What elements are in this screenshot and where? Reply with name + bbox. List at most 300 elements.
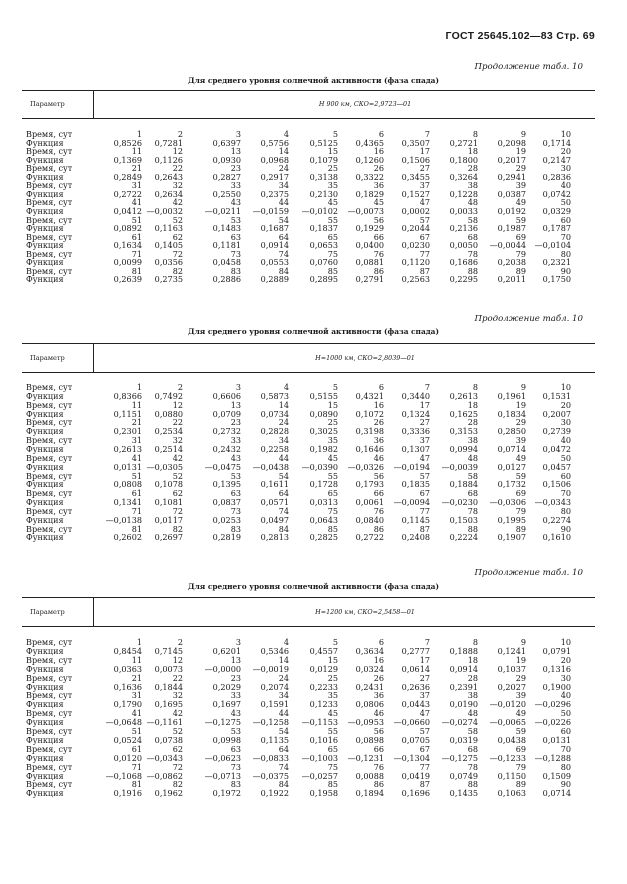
table-cell: 59: [515, 726, 526, 736]
table-cell: 77: [419, 505, 430, 516]
table-cell: 0,1958: [309, 788, 338, 799]
row-label: Функция: [26, 532, 64, 543]
table-cell: 0,1611: [260, 479, 289, 490]
table-cell: 54: [278, 470, 289, 481]
table-cell: —0,1275: [441, 752, 478, 763]
table-cell: 0,0734: [260, 408, 289, 419]
table-cell: 58: [467, 214, 478, 225]
table-cell: 0,2295: [449, 274, 478, 285]
table-cell: —0,1231: [347, 752, 384, 763]
table-cell: 89: [515, 265, 526, 276]
table-cell: 63: [230, 231, 241, 242]
table-cell: 5: [332, 637, 338, 647]
table-cell: 0,0443: [401, 699, 430, 710]
table-cell: 26: [373, 672, 384, 683]
table-cell: 87: [419, 523, 430, 534]
row-label: Функция: [26, 137, 64, 148]
row-label: Функция: [26, 663, 64, 674]
table-cell: 39: [515, 180, 526, 191]
table-cell: 27: [419, 417, 430, 428]
table-cell: 69: [515, 488, 526, 499]
table-cell: 0,1907: [497, 532, 526, 543]
row-label: Время, сут: [26, 761, 73, 772]
table-cell: 22: [172, 163, 183, 174]
table-cell: 0,2074: [260, 681, 289, 692]
table-cell: —0,0032: [146, 205, 183, 216]
table-cell: 0,2534: [154, 426, 183, 437]
page-header: ГОСТ 25645.102—83 Стр. 69: [445, 30, 595, 42]
table-cell: 44: [278, 708, 289, 719]
table-cell: 0,8526: [113, 137, 142, 148]
table-cell: 0,1395: [212, 479, 241, 490]
row-label: Время, сут: [26, 399, 73, 410]
table-cell: 23: [230, 417, 241, 428]
row-label: Время, сут: [26, 163, 73, 174]
table-cell: 13: [230, 146, 241, 157]
table-cell: 0,0458: [212, 257, 241, 268]
table-cell: 2: [177, 129, 183, 139]
table-cell: 80: [560, 761, 571, 772]
table-cell: 37: [419, 180, 430, 191]
table-cell: 0,0880: [154, 408, 183, 419]
table-cell: 27: [419, 672, 430, 683]
table-cell: 0,2850: [497, 426, 526, 437]
table-cell: 11: [131, 146, 142, 157]
table-cell: 0,2722: [113, 188, 142, 199]
row-label: Функция: [26, 188, 64, 199]
table-cell: 0,0714: [497, 443, 526, 454]
table-cell: —0,0375: [252, 770, 289, 781]
table-cell: 86: [373, 265, 384, 276]
row-label: Время, сут: [26, 248, 73, 259]
param-header: Параметр: [30, 100, 65, 108]
table-cell: 0,2643: [154, 171, 183, 182]
table-cell: —0,1161: [146, 717, 183, 728]
table-cell: 32: [172, 180, 183, 191]
param-header: Параметр: [30, 353, 65, 362]
table-header-rule: [22, 626, 595, 627]
table-cell: 0,0890: [309, 408, 338, 419]
table-cell: 0,6397: [212, 137, 241, 148]
table-cell: 55: [327, 726, 338, 736]
table-cell: 72: [172, 248, 183, 259]
table-cell: 0,1145: [401, 514, 430, 525]
table-cell: 15: [327, 399, 338, 410]
table-cell: 0,1900: [542, 681, 571, 692]
table-cell: 0,0073: [154, 663, 183, 674]
table-cell: 2: [177, 637, 183, 647]
table-cell: 55: [327, 470, 338, 481]
table-cell: 0,3138: [309, 171, 338, 182]
table-cell: 9: [520, 382, 526, 392]
table-cell: 71: [131, 505, 142, 516]
table-cell: 10: [560, 637, 571, 647]
table-cell: 29: [515, 417, 526, 428]
table-cell: 63: [230, 488, 241, 499]
table-cell: 10: [560, 129, 571, 139]
table-cell: —0,0623: [204, 752, 241, 763]
table-cell: —0,0343: [146, 752, 183, 763]
table-cell: 0,1961: [497, 390, 526, 401]
table-cell: 0,1790: [113, 699, 142, 710]
table-cell: 0,1844: [154, 681, 183, 692]
table-cell: 37: [419, 435, 430, 446]
table-cell: 47: [419, 197, 430, 208]
table-cell: 0,0131: [113, 461, 142, 472]
table-cell: 76: [373, 505, 384, 516]
table-cell: 0,0192: [497, 205, 526, 216]
table-cell: 0,2432: [212, 443, 241, 454]
table-cell: 50: [560, 708, 571, 719]
table-cell: 14: [278, 399, 289, 410]
table-cell: 0,0117: [154, 514, 183, 525]
table-cell: 0,3455: [401, 171, 430, 182]
table-cell: —0,0000: [204, 663, 241, 674]
table-cell: —0,1153: [301, 717, 338, 728]
row-label: Время, сут: [26, 435, 73, 446]
table-cell: 66: [373, 743, 384, 754]
table-cell: 0,6606: [212, 390, 241, 401]
table-cell: 58: [467, 726, 478, 736]
table-cell: 57: [419, 470, 430, 481]
table-cell: 15: [327, 654, 338, 665]
table-cell: 18: [467, 654, 478, 665]
table-cell: 19: [515, 399, 526, 410]
table-cell: 32: [172, 435, 183, 446]
table-cell: 75: [327, 761, 338, 772]
table-row: [0, 788, 627, 799]
table-cell: —0,0390: [301, 461, 338, 472]
table-cell: 62: [172, 743, 183, 754]
table-cell: 0,0033: [449, 205, 478, 216]
table-cell: 0,0840: [355, 514, 384, 525]
table-cell: 0,1695: [154, 699, 183, 710]
table-cell: 0,1316: [542, 663, 571, 674]
table-cell: 54: [278, 214, 289, 225]
row-label: Время, сут: [26, 452, 73, 463]
table-cell: 0,2825: [309, 532, 338, 543]
table-cell: —0,1288: [534, 752, 571, 763]
table-cell: 14: [278, 654, 289, 665]
table-cell: 17: [419, 654, 430, 665]
table-cell: 81: [131, 265, 142, 276]
table-cell: 60: [560, 214, 571, 225]
table-cell: 0,0419: [401, 770, 430, 781]
table-cell: 31: [131, 690, 142, 701]
table-cell: 0,4557: [309, 645, 338, 656]
table-cell: 41: [131, 197, 142, 208]
table-cell: 0,2836: [542, 171, 571, 182]
table-cell: 17: [419, 399, 430, 410]
table-cell: 30: [560, 163, 571, 174]
table-cell: 72: [172, 761, 183, 772]
table-cell: 0,5756: [260, 137, 289, 148]
table-cell: 5: [332, 382, 338, 392]
table-cell: 34: [278, 690, 289, 701]
table-cell: 75: [327, 505, 338, 516]
table-cell: —0,0713: [204, 770, 241, 781]
table-cell: 0,2722: [355, 532, 384, 543]
table-cell: 58: [467, 470, 478, 481]
table-cell: 0,1369: [113, 154, 142, 165]
table-cell: 0,2735: [154, 274, 183, 285]
table-cell: 0,2258: [260, 443, 289, 454]
table-cell: 4: [283, 129, 289, 139]
table-cell: 0,0914: [449, 663, 478, 674]
table-cell: 0,0742: [542, 188, 571, 199]
table-cell: 0,1750: [542, 274, 571, 285]
table-cell: 62: [172, 488, 183, 499]
row-label: Функция: [26, 479, 64, 490]
table-cell: 41: [131, 452, 142, 463]
table-cell: 0,1527: [401, 188, 430, 199]
table-cell: —0,0039: [441, 461, 478, 472]
row-label: Время, сут: [26, 726, 73, 736]
table-cell: 25: [327, 163, 338, 174]
table-cell: 0,0738: [154, 734, 183, 745]
table-cell: 0,1228: [449, 188, 478, 199]
table-cell: 86: [373, 523, 384, 534]
table-cell: 0,2602: [113, 532, 142, 543]
table-cell: 48: [467, 708, 478, 719]
table-cell: 0,1646: [355, 443, 384, 454]
table-cell: 85: [327, 523, 338, 534]
table-cell: 52: [172, 726, 183, 736]
row-label: Время, сут: [26, 417, 73, 428]
table-cell: 2: [177, 382, 183, 392]
table-top-rule: [22, 90, 595, 91]
table-cell: —0,0230: [441, 497, 478, 508]
table-cell: 0,1972: [212, 788, 241, 799]
table-cell: 0,2375: [260, 188, 289, 199]
table-cell: 70: [560, 743, 571, 754]
table-cell: 43: [230, 197, 241, 208]
table-cell: 0,0002: [401, 205, 430, 216]
row-label: Функция: [26, 443, 64, 454]
table-cell: 0,1063: [497, 788, 526, 799]
table-cell: 37: [419, 690, 430, 701]
table-cell: 0,0714: [542, 788, 571, 799]
table-cell: 68: [467, 488, 478, 499]
table-cell: 0,2941: [497, 171, 526, 182]
table-cell: 69: [515, 231, 526, 242]
table-cell: 0,4321: [355, 390, 384, 401]
table-cell: 82: [172, 265, 183, 276]
table-cell: 0,0412: [113, 205, 142, 216]
table-cell: 21: [131, 163, 142, 174]
table-cell: 53: [230, 726, 241, 736]
table-cell: 0,1916: [113, 788, 142, 799]
height-label: H=1000 км, СКО=2,8039—01: [315, 353, 415, 362]
row-label: Время, сут: [26, 146, 73, 157]
table-caption: Для среднего уровня солнечной активности (фаза спада): [188, 76, 439, 85]
table-cell: 1: [136, 637, 142, 647]
table-cell: 0,0968: [260, 154, 289, 165]
table-cell: —0,0475: [204, 461, 241, 472]
table-cell: 52: [172, 214, 183, 225]
table-cell: 53: [230, 214, 241, 225]
table-cell: 87: [419, 779, 430, 790]
table-cell: 0,1697: [212, 699, 241, 710]
table-cell: 20: [560, 399, 571, 410]
table-cell: 8: [472, 382, 478, 392]
table-cell: 51: [131, 726, 142, 736]
table-cell: 0,0363: [113, 663, 142, 674]
table-cell: 38: [467, 180, 478, 191]
table-cell: 0,1079: [309, 154, 338, 165]
table-cell: 70: [560, 488, 571, 499]
table-cell: 79: [515, 248, 526, 259]
table-cell: 0,1081: [154, 497, 183, 508]
table-cell: —0,0211: [204, 205, 241, 216]
table-cell: 90: [560, 523, 571, 534]
table-cell: 0,2636: [401, 681, 430, 692]
table-cell: 35: [327, 180, 338, 191]
table-cell: —0,0226: [534, 717, 571, 728]
table-cell: —0,0102: [301, 205, 338, 216]
table-cell: 23: [230, 672, 241, 683]
table-cell: 78: [467, 248, 478, 259]
table-cell: 0,1181: [212, 240, 241, 251]
table-cell: 0,1307: [401, 443, 430, 454]
table-cell: 73: [230, 248, 241, 259]
table-cell: 0,2431: [355, 681, 384, 692]
table-cell: 53: [230, 470, 241, 481]
row-label: Время, сут: [26, 672, 73, 683]
row-label: Время, сут: [26, 523, 73, 534]
table-cell: 7: [424, 129, 430, 139]
table-cell: 48: [467, 452, 478, 463]
row-label: Функция: [26, 717, 64, 728]
table-cell: 80: [560, 505, 571, 516]
table-cell: 0,2029: [212, 681, 241, 692]
table-cell: 45: [373, 197, 384, 208]
table-cell: 71: [131, 248, 142, 259]
table-cell: 0,1610: [542, 532, 571, 543]
table-cell: 50: [560, 452, 571, 463]
table-cell: 0,1894: [355, 788, 384, 799]
table-cell: 56: [373, 214, 384, 225]
table-cell: 0,2007: [542, 408, 571, 419]
table-cell: 73: [230, 505, 241, 516]
header-divider: [93, 597, 94, 626]
table-cell: 51: [131, 470, 142, 481]
table-cell: 33: [230, 435, 241, 446]
row-label: Функция: [26, 752, 64, 763]
table-cell: 0,1503: [449, 514, 478, 525]
table-cell: 73: [230, 761, 241, 772]
table-cell: 66: [373, 231, 384, 242]
table-cell: 86: [373, 779, 384, 790]
table-cell: 0,1696: [401, 788, 430, 799]
table-cell: —0,0159: [252, 205, 289, 216]
table-cell: 49: [515, 452, 526, 463]
table-cell: 74: [278, 248, 289, 259]
table-cell: 0,1135: [260, 734, 289, 745]
table-cell: 0,0061: [355, 497, 384, 508]
table-cell: 0,0930: [212, 154, 241, 165]
table-cell: 0,5873: [260, 390, 289, 401]
row-label: Время, сут: [26, 708, 73, 719]
table-cell: 0,3507: [401, 137, 430, 148]
table-cell: 80: [560, 248, 571, 259]
table-cell: 19: [515, 654, 526, 665]
table-cell: 36: [373, 180, 384, 191]
table-cell: 12: [172, 654, 183, 665]
row-label: Время, сут: [26, 654, 73, 665]
table-cell: 0,2044: [401, 223, 430, 234]
table-cell: 43: [230, 708, 241, 719]
row-label: Время, сут: [26, 690, 73, 701]
table-cell: 60: [560, 470, 571, 481]
table-cell: 0,2130: [309, 188, 338, 199]
table-cell: 20: [560, 654, 571, 665]
table-cell: 0,0230: [401, 240, 430, 251]
table-cell: 89: [515, 523, 526, 534]
table-cell: 48: [467, 197, 478, 208]
table-cell: 0,2917: [260, 171, 289, 182]
table-cell: 0,2147: [542, 154, 571, 165]
table-cell: 0,7281: [154, 137, 183, 148]
height-label: H 900 км, СКО=2,9723—01: [318, 100, 412, 108]
table-cell: 0,0313: [309, 497, 338, 508]
table-cell: 40: [560, 435, 571, 446]
table-cell: 0,1687: [260, 223, 289, 234]
table-cell: 67: [419, 488, 430, 499]
table-cell: 0,2721: [449, 137, 478, 148]
table-cell: 79: [515, 505, 526, 516]
table-cell: 22: [172, 672, 183, 683]
row-label: Время, сут: [26, 637, 73, 647]
table-cell: 64: [278, 231, 289, 242]
table-cell: 16: [373, 146, 384, 157]
table-cell: 84: [278, 779, 289, 790]
table-cell: 0,0571: [260, 497, 289, 508]
table-cell: 10: [560, 382, 571, 392]
table-cell: 31: [131, 180, 142, 191]
table-cell: 83: [230, 523, 241, 534]
table-cell: 3: [235, 129, 241, 139]
table-cell: 82: [172, 523, 183, 534]
table-cell: 0,4365: [355, 137, 384, 148]
table-cell: 26: [373, 163, 384, 174]
table-cell: 0,3336: [401, 426, 430, 437]
table-cell: 68: [467, 743, 478, 754]
table-cell: 0,2514: [154, 443, 183, 454]
table-cell: 24: [278, 672, 289, 683]
table-cell: 0,1835: [401, 479, 430, 490]
table-cell: 15: [327, 146, 338, 157]
row-label: Время, сут: [26, 265, 73, 276]
table-cell: 6: [378, 382, 384, 392]
table-cell: 1: [136, 382, 142, 392]
continuation-note: Продолжение табл. 10: [474, 62, 583, 72]
table-cell: 0,2408: [401, 532, 430, 543]
table-cell: 85: [327, 779, 338, 790]
row-label: Функция: [26, 426, 64, 437]
table-cell: 68: [467, 231, 478, 242]
table-cell: 0,2828: [260, 426, 289, 437]
table-cell: 25: [327, 672, 338, 683]
table-cell: 7: [424, 637, 430, 647]
table-cell: 0,1506: [401, 154, 430, 165]
table-cell: 25: [327, 417, 338, 428]
table-cell: 0,8454: [113, 645, 142, 656]
table-cell: 82: [172, 779, 183, 790]
table-cell: —0,0660: [393, 717, 430, 728]
table-cell: 12: [172, 399, 183, 410]
table-cell: 0,1591: [260, 699, 289, 710]
